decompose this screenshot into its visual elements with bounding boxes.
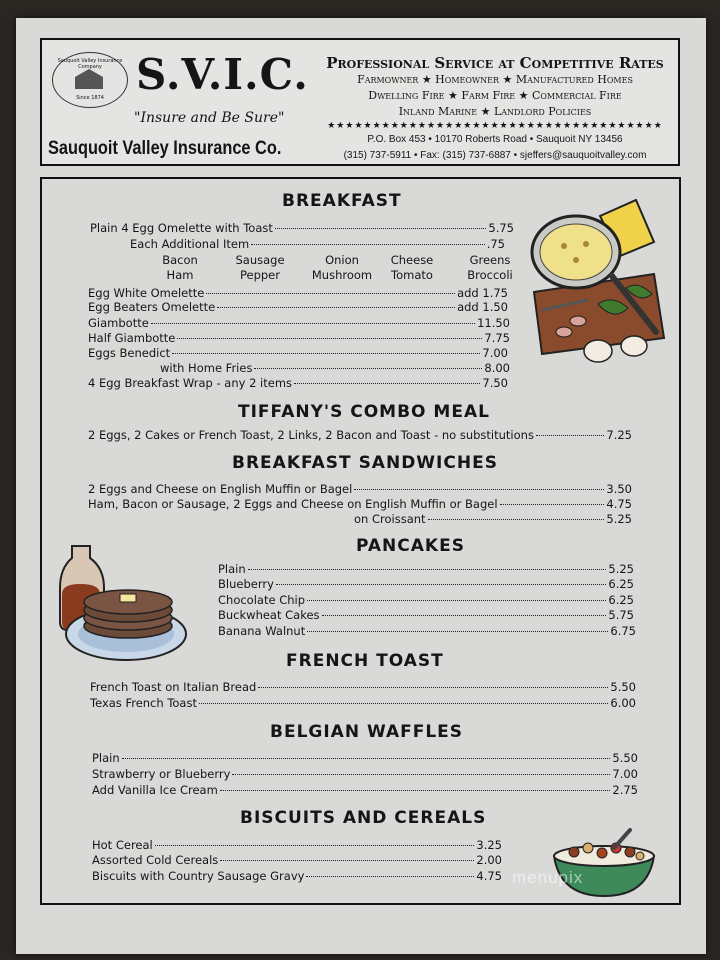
leader-dots (172, 353, 480, 354)
menu-item (218, 608, 634, 622)
item-price: 5.50 (612, 751, 638, 765)
leader-dots (354, 489, 604, 490)
item-price: 7.75 (484, 331, 510, 345)
option-column (228, 253, 292, 283)
leader-dots (258, 687, 608, 688)
menu-item (90, 696, 636, 710)
item-price: 4.75 (606, 497, 632, 511)
menu-item (218, 577, 634, 591)
leader-dots (306, 876, 474, 877)
item-name: French Toast on Italian Bread (90, 680, 257, 694)
item-price: 7.25 (606, 428, 632, 442)
item-price: 5.25 (606, 512, 632, 526)
item-name: with Home Fries (160, 361, 253, 375)
menu-item (160, 361, 510, 375)
option-label: Broccoli (467, 268, 513, 282)
item-price: 7.00 (482, 346, 508, 360)
item-name: Biscuits with Country Sausage Gravy (92, 869, 305, 883)
leader-dots (199, 703, 608, 704)
item-name: Plain (92, 751, 120, 765)
item-price: 11.50 (477, 316, 510, 330)
menu-item (88, 497, 632, 511)
watermark: menupix (512, 868, 584, 887)
item-price: 2.75 (612, 783, 638, 797)
ad-address: P.O. Box 453 • 10170 Roberts Road • Sauquoit NY 13456 (367, 134, 623, 145)
item-name: Buckwheat Cakes (218, 608, 320, 622)
option-label: Sausage (235, 253, 285, 267)
ad-brand: S.V.I.C. (136, 50, 309, 99)
leader-dots (322, 615, 607, 616)
item-price: 6.00 (610, 696, 636, 710)
option-label: Ham (166, 268, 194, 282)
item-name: Each Additional Item (130, 237, 250, 251)
item-name: Chocolate Chip (218, 593, 306, 607)
menu-item (92, 751, 638, 765)
menu-item (92, 853, 502, 867)
barn-icon (75, 69, 103, 89)
option-label: Tomato (391, 268, 433, 282)
insurance-logo (52, 52, 128, 108)
leader-dots (155, 845, 475, 846)
combo-heading: TIFFANY'S COMBO MEAL (238, 402, 490, 422)
leader-dots (275, 228, 487, 229)
item-name: Plain 4 Egg Omelette with Toast (90, 221, 273, 235)
item-price: 5.50 (610, 680, 636, 694)
option-label: Greens (469, 253, 511, 267)
item-name: Ham, Bacon or Sausage, 2 Eggs and Cheese on English Muffin or Bagel (88, 497, 498, 511)
leader-dots (251, 244, 485, 245)
leader-dots (220, 860, 474, 861)
leader-dots (220, 790, 611, 791)
item-name: Strawberry or Blueberry (92, 767, 231, 781)
menu-item (88, 316, 510, 330)
ad-company-name: Sauquoit Valley Insurance Co. (48, 138, 282, 159)
leader-dots (254, 368, 482, 369)
menu-item (92, 767, 638, 781)
menu-item (88, 346, 508, 360)
item-price: 8.00 (484, 361, 510, 375)
leader-dots (122, 758, 611, 759)
item-price: add 1.75 (457, 286, 508, 300)
option-column (306, 253, 378, 283)
item-name: Banana Walnut (218, 624, 306, 638)
menu-item (218, 624, 636, 638)
item-price: .75 (486, 237, 505, 251)
item-name: Assorted Cold Cereals (92, 853, 219, 867)
leader-dots (536, 435, 604, 436)
leader-dots (500, 504, 605, 505)
option-label: Bacon (162, 253, 198, 267)
leader-dots (307, 600, 606, 601)
item-price: 7.50 (482, 376, 508, 390)
item-price: 5.75 (488, 221, 514, 235)
ad-coverage-line: Dwelling Fire ★ Farm Fire ★ Commercial Fire (368, 89, 622, 102)
option-label: Onion (325, 253, 359, 267)
ad-coverage-line: Farmowner ★ Homeowner ★ Manufactured Homes (357, 73, 633, 86)
item-price: 6.75 (610, 624, 636, 638)
item-name: Egg Beaters Omelette (88, 300, 216, 314)
leader-dots (307, 631, 608, 632)
leader-dots (232, 774, 610, 775)
menu-item (90, 221, 514, 235)
leader-dots (217, 307, 455, 308)
menu-item (218, 593, 634, 607)
waffles-heading: BELGIAN WAFFLES (270, 722, 464, 742)
logo-bottom-text: Since 1874 (76, 95, 104, 101)
menu-item (92, 869, 502, 883)
french-toast-heading: FRENCH TOAST (286, 651, 444, 671)
option-label: Pepper (239, 268, 280, 282)
cereals-heading: BISCUITS AND CEREALS (240, 808, 487, 828)
ad-contact: (315) 737-5911 • Fax: (315) 737-6887 • sjeffers@sauquoitvalley.com (343, 150, 647, 161)
option-column (152, 253, 208, 283)
leader-dots (428, 519, 605, 520)
pancakes-illustration (58, 540, 190, 664)
menu-item (130, 237, 505, 251)
item-price: 3.50 (606, 482, 632, 496)
item-price: 6.25 (608, 577, 634, 591)
item-name: Egg White Omelette (88, 286, 205, 300)
leader-dots (177, 338, 482, 339)
item-name: Add Vanilla Ice Cream (92, 783, 218, 797)
leader-dots (206, 293, 455, 294)
menu-item (218, 562, 634, 576)
item-name: 4 Egg Breakfast Wrap - any 2 items (88, 376, 293, 390)
sandwiches-heading: BREAKFAST SANDWICHES (232, 453, 498, 473)
insurance-ad (40, 38, 680, 166)
menu-item (88, 376, 508, 390)
item-price: 4.75 (476, 869, 502, 883)
logo-top-text: Sauquoit Valley Insurance Company (57, 58, 123, 70)
item-price: 7.00 (612, 767, 638, 781)
item-name: Plain (218, 562, 246, 576)
menu-item (354, 512, 632, 526)
omelette-illustration (528, 196, 668, 368)
item-price: 2.00 (476, 853, 502, 867)
menu-item (88, 300, 508, 314)
ad-headline: Professional Service at Competitive Rates (326, 54, 664, 72)
ad-coverage-line: Inland Marine ★ Landlord Policies (398, 105, 592, 118)
menu-item (88, 331, 510, 345)
item-name: Eggs Benedict (88, 346, 171, 360)
item-name: 2 Eggs and Cheese on English Muffin or Bagel (88, 482, 353, 496)
option-label: Cheese (390, 253, 434, 267)
item-price: add 1.50 (457, 300, 508, 314)
item-name: Giambotte (88, 316, 149, 330)
menu-item (92, 783, 638, 797)
item-price: 3.25 (476, 838, 502, 852)
leader-dots (276, 584, 607, 585)
item-name: Half Giambotte (88, 331, 176, 345)
ad-slogan: "Insure and Be Sure" (134, 110, 285, 126)
item-name: on Croissant (354, 512, 426, 526)
leader-dots (151, 323, 475, 324)
item-price: 5.75 (608, 608, 634, 622)
breakfast-heading: BREAKFAST (282, 191, 402, 211)
option-label: Mushroom (311, 268, 373, 282)
item-name: Texas French Toast (90, 696, 197, 710)
menu-item (90, 680, 636, 694)
item-name: Blueberry (218, 577, 274, 591)
option-column (458, 253, 522, 283)
item-price: 6.25 (608, 593, 634, 607)
leader-dots (294, 383, 480, 384)
menu-item (88, 428, 632, 442)
option-column (384, 253, 440, 283)
menu-item (88, 482, 632, 496)
leader-dots (248, 569, 607, 570)
ad-star-divider: ★★★★★★★★★★★★★★★★★★★★★★★★★★★★★★★★★★★★★ (327, 121, 663, 131)
ad-details (312, 54, 678, 164)
menu-item (92, 838, 502, 852)
menu-item (88, 286, 508, 300)
pancakes-heading: PANCAKES (356, 536, 465, 556)
item-name: Hot Cereal (92, 838, 153, 852)
item-name: 2 Eggs, 2 Cakes or French Toast, 2 Links, 2 Bacon and Toast - no substitutions (88, 428, 534, 442)
item-price: 5.25 (608, 562, 634, 576)
